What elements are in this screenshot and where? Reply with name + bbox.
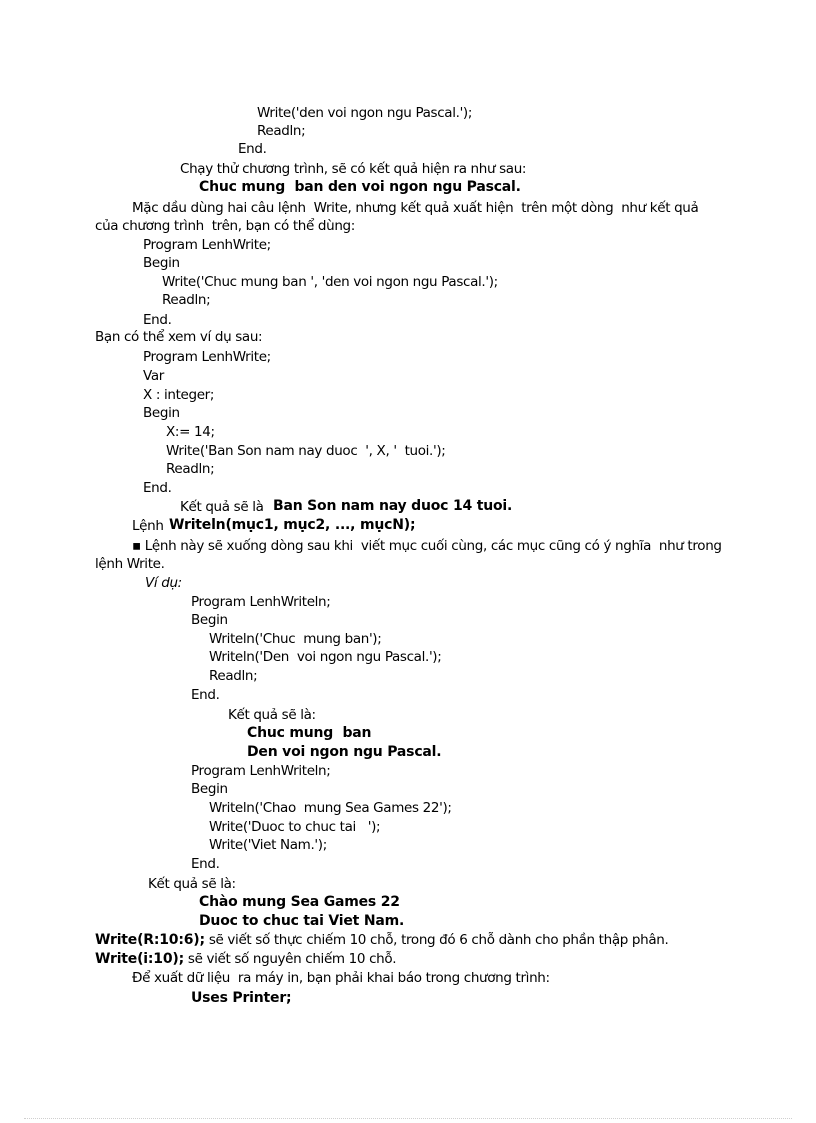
page-bottom-rule (24, 1118, 792, 1119)
code-line: End. (191, 687, 220, 703)
paragraph-line: Để xuất dữ liệu ra máy in, bạn phải khai báo trong chương trình: (132, 970, 550, 986)
output-line: Chào mung Sea Games 22 (199, 894, 400, 910)
format-line (95, 950, 396, 968)
command-heading: Writeln(mục1, mục2, ..., mụcN); (169, 517, 416, 533)
example-label: Ví dụ: (145, 575, 182, 591)
code-line: End. (238, 141, 267, 157)
output-line: Duoc to chuc tai Viet Nam. (199, 913, 405, 929)
code-line: End. (191, 856, 220, 872)
paragraph-line: lệnh Write. (95, 556, 165, 572)
format-description: sẽ viết số nguyên chiếm 10 chỗ. (183, 951, 397, 967)
output-line: Chuc mung ban (247, 725, 372, 741)
code-line: X:= 14; (166, 424, 215, 440)
code-line: Write('Ban Son nam nay duoc ', X, ' tuoi.'); (166, 443, 446, 459)
code-line: Var (143, 368, 164, 384)
paragraph-line: Mặc dầu dùng hai câu lệnh Write, nhưng kết quả xuất hiện trên một dòng như kết quả (132, 200, 699, 216)
code-line: Begin (143, 405, 180, 421)
code-line: Readln; (166, 461, 215, 477)
code-line: End. (143, 480, 172, 496)
code-line: Write('Chuc mung ban ', 'den voi ngon ngu Pascal.'); (162, 274, 498, 290)
result-label: Kết quả sẽ là (180, 499, 264, 515)
code-line: Begin (143, 255, 180, 271)
code-line: Program LenhWriteln; (191, 594, 331, 610)
code-line: Readln; (257, 123, 306, 139)
output-line: Den voi ngon ngu Pascal. (247, 744, 442, 760)
format-description: sẽ viết số thực chiếm 10 chỗ, trong đó 6 chỗ dành cho phần thập phân. (204, 932, 669, 948)
code-line: Write('den voi ngon ngu Pascal.'); (257, 105, 473, 121)
format-line (95, 931, 668, 949)
paragraph-line: Bạn có thể xem ví dụ sau: (95, 329, 263, 345)
result-label: Kết quả sẽ là: (228, 707, 316, 723)
code-line: Begin (191, 612, 228, 628)
code-line: Program LenhWrite; (143, 349, 271, 365)
code-line: Readln; (162, 292, 211, 308)
paragraph-line: ▪ Lệnh này sẽ xuống dòng sau khi viết mục cuối cùng, các mục cũng có ý nghĩa như trong (132, 538, 722, 554)
code-line: Write('Viet Nam.'); (209, 837, 327, 853)
paragraph-line: Lệnh (132, 518, 164, 534)
output-line: Chuc mung ban den voi ngon ngu Pascal. (199, 179, 521, 195)
format-code: Write(R:10:6); (95, 932, 205, 948)
code-line: Begin (191, 781, 228, 797)
code-line: Write('Duoc to chuc tai '); (209, 819, 381, 835)
paragraph-line: của chương trình trên, bạn có thể dùng: (95, 218, 355, 234)
code-line: Program LenhWrite; (143, 237, 271, 253)
output-line: Ban Son nam nay duoc 14 tuoi. (273, 498, 513, 514)
code-line: X : integer; (143, 387, 215, 403)
code-line: Writeln('Den voi ngon ngu Pascal.'); (209, 649, 442, 665)
format-code: Write(i:10); (95, 951, 184, 967)
code-line: End. (143, 312, 172, 328)
code-line: Readln; (209, 668, 258, 684)
code-line: Program LenhWriteln; (191, 763, 331, 779)
code-line: Uses Printer; (191, 990, 292, 1006)
result-label: Kết quả sẽ là: (148, 876, 236, 892)
code-line: Writeln('Chao mung Sea Games 22'); (209, 800, 452, 816)
code-line: Writeln('Chuc mung ban'); (209, 631, 382, 647)
paragraph-line: Chạy thử chương trình, sẽ có kết quả hiện ra như sau: (180, 161, 527, 177)
